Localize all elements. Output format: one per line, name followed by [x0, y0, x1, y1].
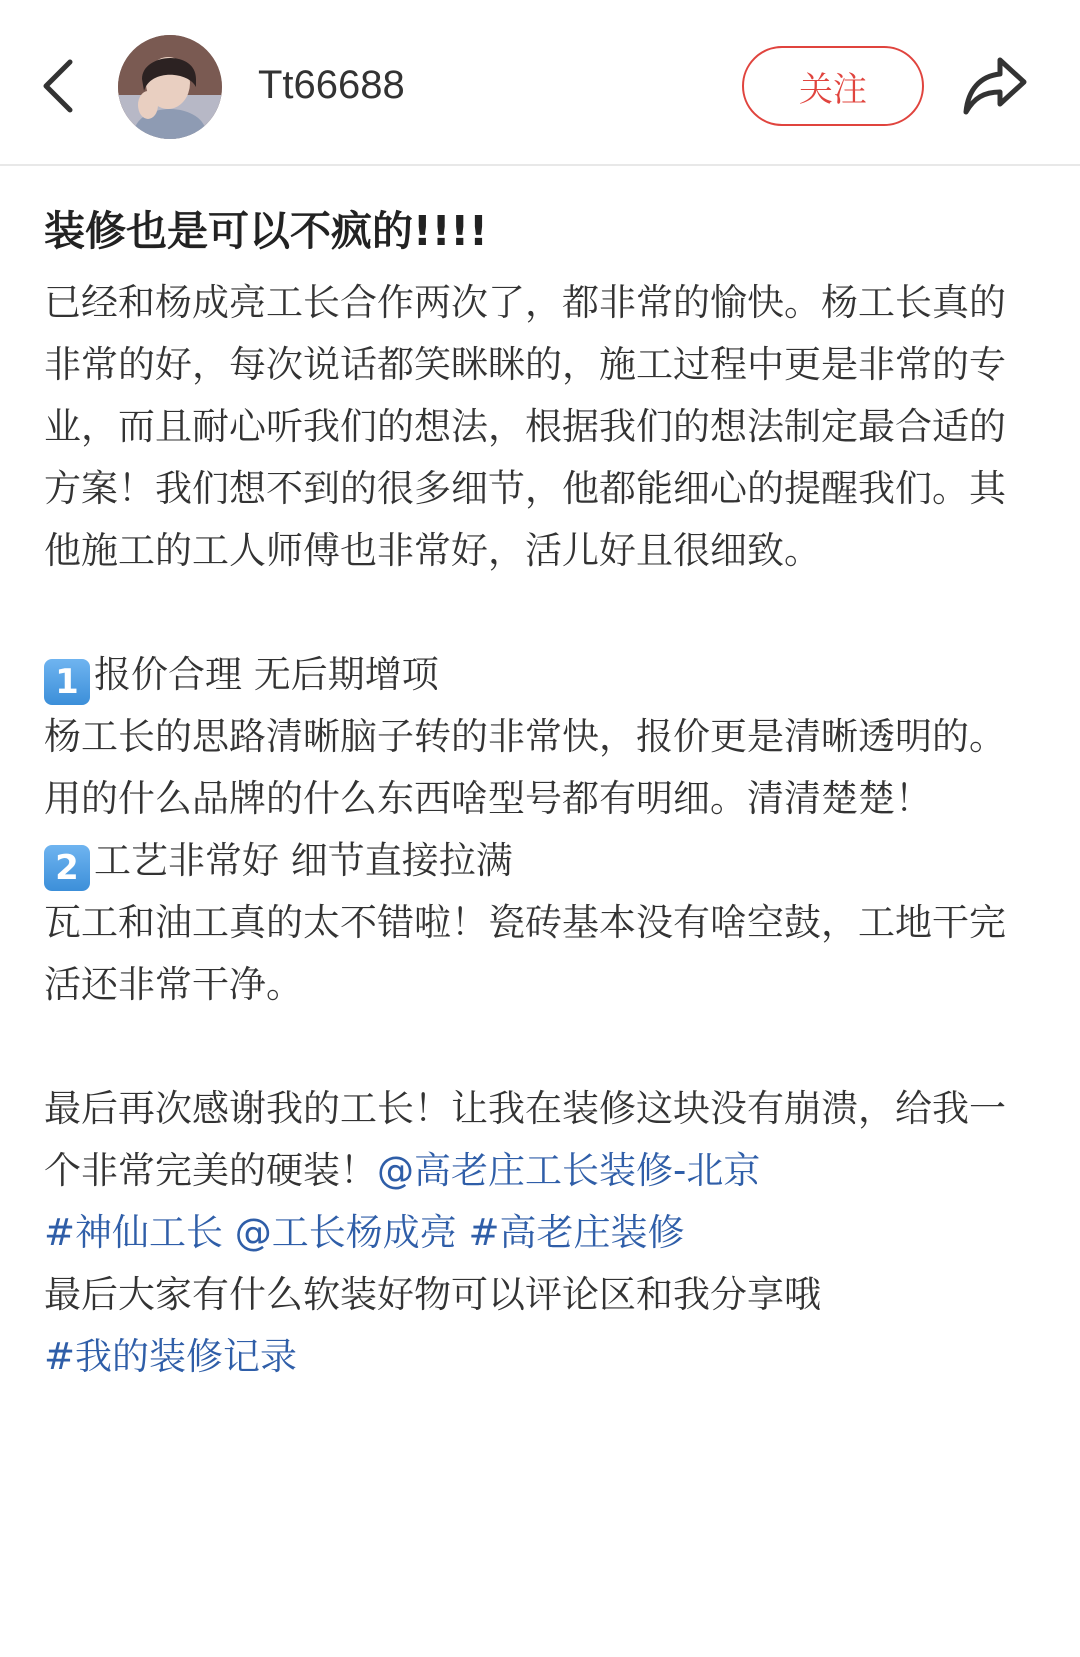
- point-1-title: 报价合理 无后期增项: [94, 653, 439, 696]
- spacer: [44, 1016, 1014, 1078]
- point-1-text: 杨工长的思路清晰脑子转的非常快，报价更是清晰透明的。用的什么品牌的什么东西啥型号都有明细。清清楚楚！: [44, 715, 1006, 820]
- keycap-one-icon: 1: [44, 659, 90, 705]
- follow-button[interactable]: 关注: [742, 46, 924, 126]
- post-title: 装修也是可以不疯的!!!!: [44, 207, 488, 255]
- post-content: [44, 202, 1014, 1388]
- point-1-heading: [44, 644, 1014, 706]
- closing-paragraph: [44, 1078, 1014, 1202]
- point-2-title: 工艺非常好 细节直接拉满: [94, 839, 513, 882]
- top-bar: [0, 0, 1080, 166]
- username[interactable]: Tt66688: [258, 63, 405, 107]
- point-2-text: 瓦工和油工真的太不错啦！瓷砖基本没有啥空鼓，工地干完活还非常干净。: [44, 901, 1006, 1006]
- share-button[interactable]: [960, 52, 1030, 118]
- hashtag-my-renovation[interactable]: #我的装修记录: [44, 1335, 298, 1378]
- chevron-left-icon: [38, 54, 82, 118]
- tags-line-2: [44, 1326, 1014, 1388]
- post-intro: 已经和杨成亮工长合作两次了，都非常的愉快。杨工长真的非常的好，每次说话都笑眯眯的，施工过程中更是非常的专业，而且耐心听我们的想法，根据我们的想法制定最合适的方案！我们想不到的很多细节，他都能细心的提醒我们。其他施工的工人师傅也非常好，活儿好且很细致。: [44, 281, 1006, 572]
- hashtag-shenxian[interactable]: #神仙工长: [44, 1211, 224, 1254]
- avatar[interactable]: [118, 35, 222, 139]
- mention-link-yangchengliang[interactable]: @工长杨成亮: [234, 1211, 457, 1254]
- share-arrow-icon: [960, 52, 1030, 118]
- share-invite-text: 最后大家有什么软装好物可以评论区和我分享哦: [44, 1273, 821, 1316]
- tags-line: [44, 1202, 1014, 1264]
- closing-text: 最后再次感谢我的工长！让我在装修这块没有崩溃，给我一个非常完美的硬装！: [44, 1087, 1006, 1192]
- mention-link-gaolaozhuang[interactable]: @高老庄工长装修-北京: [377, 1149, 761, 1192]
- back-button[interactable]: [38, 54, 82, 118]
- hashtag-gaolaozhuang[interactable]: #高老庄装修: [468, 1211, 685, 1254]
- spacer: [44, 582, 1014, 644]
- keycap-two-icon: 2: [44, 845, 90, 891]
- point-2-heading: [44, 830, 1014, 892]
- avatar-image: [118, 35, 222, 139]
